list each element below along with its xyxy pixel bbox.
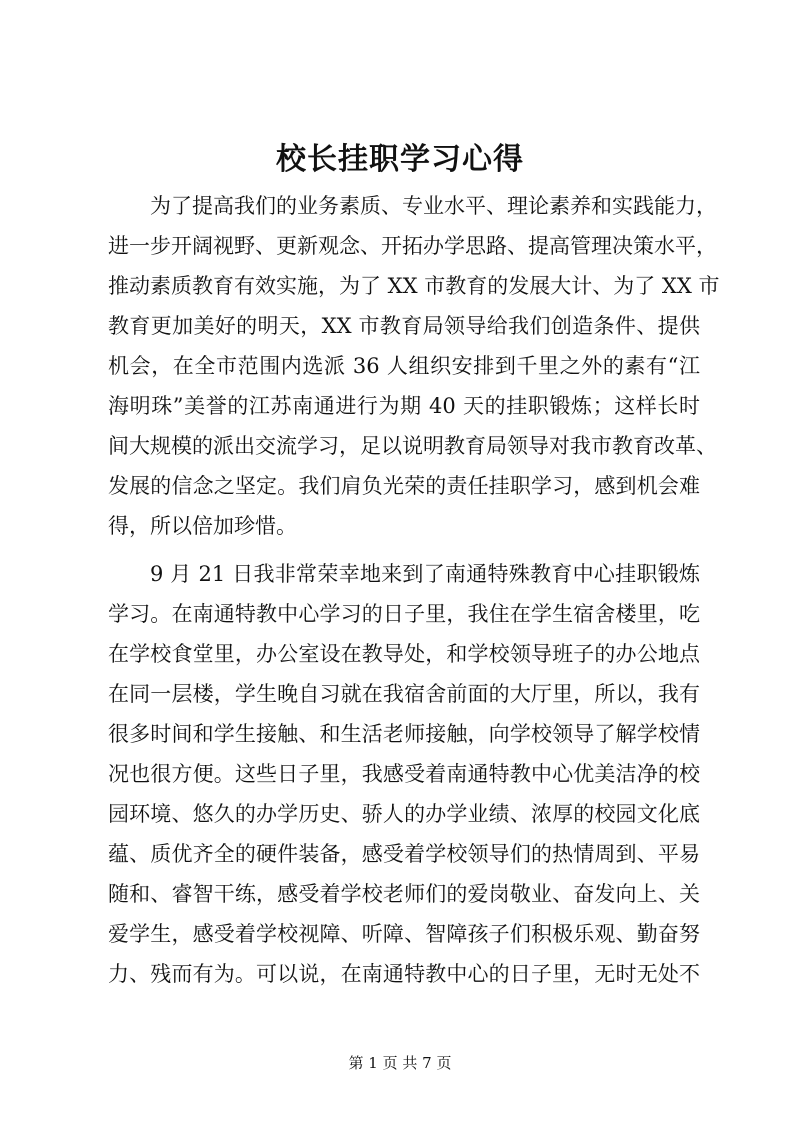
paragraph-line: 机会，在全市范围内选派 36 人组织安排到千里之外的素有“江 xyxy=(108,354,700,378)
paragraph-2 xyxy=(108,554,700,994)
paragraph-line: 在学校食堂里，办公室设在教导处，和学校领导班子的办公地点 xyxy=(108,642,700,666)
paragraph-line: 很多时间和学生接触、和生活老师接触，向学校领导了解学校情 xyxy=(108,722,700,746)
document-title: 校长挂职学习心得 xyxy=(276,142,524,177)
paragraph-gap xyxy=(108,546,700,554)
paragraph-1 xyxy=(108,186,720,546)
paragraph-line: 发展的信念之坚定。我们肩负光荣的责任挂职学习，感到机会难 xyxy=(108,474,700,498)
paragraph-line: 得，所以倍加珍惜。 xyxy=(108,514,297,538)
paragraph-line: 在同一层楼，学生晚自习就在我宿舍前面的大厅里，所以，我有 xyxy=(108,682,700,706)
page-footer: 第 1 页 共 7 页 xyxy=(348,1054,452,1072)
document-body xyxy=(108,186,720,994)
paragraph-line: 园环境、悠久的办学历史、骄人的办学业绩、浓厚的校园文化底 xyxy=(108,802,700,826)
paragraph-line: 进一步开阔视野、更新观念、开拓办学思路、提高管理决策水平， xyxy=(108,234,717,258)
paragraph-line: 9 月 21 日我非常荣幸地来到了南通特殊教育中心挂职锻炼 xyxy=(150,562,700,586)
paragraph-line: 为了提高我们的业务素质、专业水平、理论素养和实践能力， xyxy=(150,194,717,218)
paragraph-line: 海明珠”美誉的江苏南通进行为期 40 天的挂职锻炼；这样长时 xyxy=(108,394,700,418)
paragraph-line: 推动素质教育有效实施，为了 XX 市教育的发展大计、为了 XX 市 xyxy=(108,274,720,298)
paragraph-line: 蕴、质优齐全的硬件装备，感受着学校领导们的热情周到、平易 xyxy=(108,842,700,866)
paragraph-line: 随和、睿智干练，感受着学校老师们的爱岗敬业、奋发向上、关 xyxy=(108,882,700,906)
paragraph-line: 间大规模的派出交流学习，足以说明教育局领导对我市教育改革、 xyxy=(108,434,717,458)
paragraph-line: 力、残而有为。可以说，在南通特教中心的日子里，无时无处不 xyxy=(108,962,700,986)
paragraph-line: 况也很方便。这些日子里，我感受着南通特教中心优美洁净的校 xyxy=(108,762,700,786)
paragraph-line: 教育更加美好的明天，XX 市教育局领导给我们创造条件、提供 xyxy=(108,314,700,338)
paragraph-line: 学习。在南通特教中心学习的日子里，我住在学生宿舍楼里，吃 xyxy=(108,602,700,626)
paragraph-line: 爱学生，感受着学校视障、听障、智障孩子们积极乐观、勤奋努 xyxy=(108,922,700,946)
